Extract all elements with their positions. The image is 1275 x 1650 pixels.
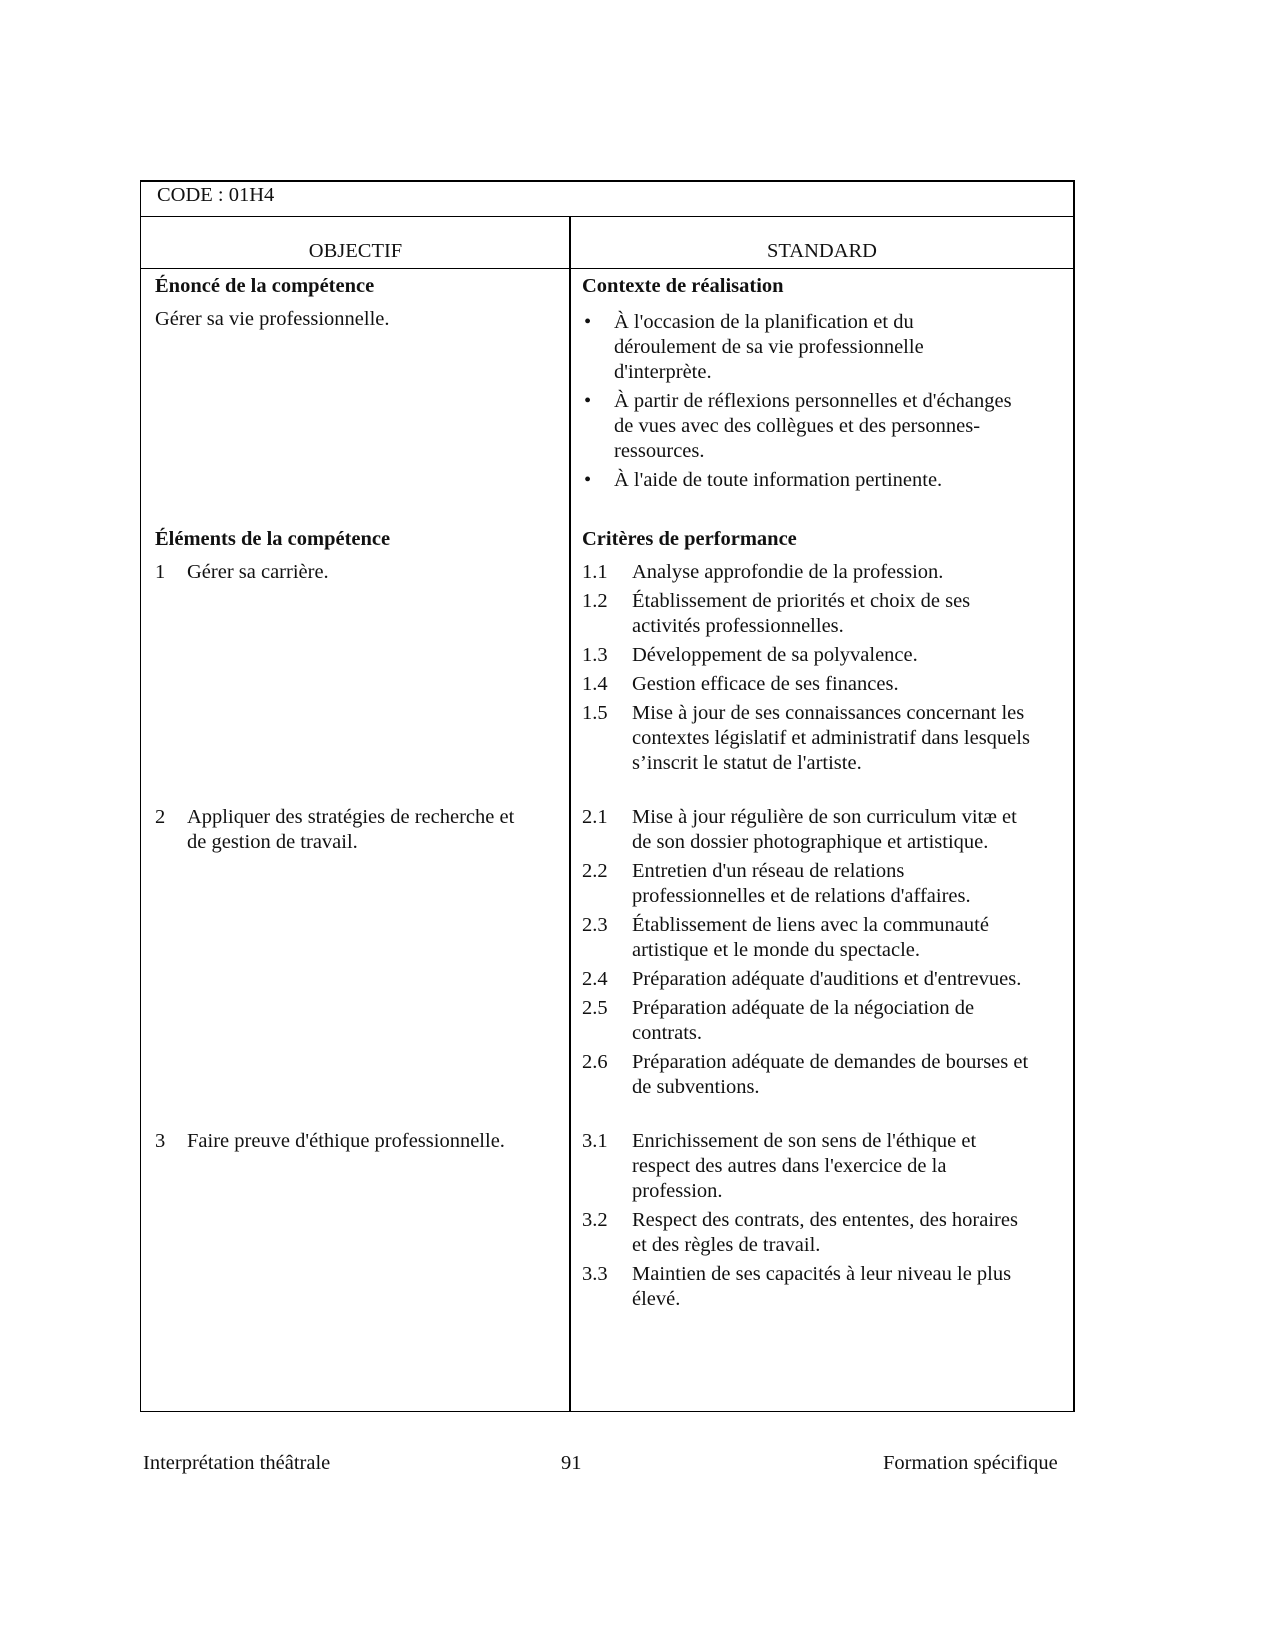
element-text: Faire preuve d'éthique professionnelle.: [187, 1130, 505, 1152]
criterion-text: Mise à jour régulière de son curriculum vitæ et de son dossier photographique et artistique.: [632, 806, 1017, 853]
element-text: Appliquer des stratégies de recherche et de gestion de travail.: [187, 806, 515, 853]
standard-header: STANDARD: [767, 240, 877, 262]
bullet-icon: •: [584, 390, 592, 412]
code-label: CODE : 01H4: [157, 184, 275, 206]
criterion-number: 2.5: [582, 997, 608, 1019]
criterion-text: Respect des contrats, des ententes, des horaires et des règles de travail.: [632, 1209, 1018, 1256]
criterion-text: Enrichissement de son sens de l'éthique et respect des autres dans l'exercice de la profession.: [632, 1130, 977, 1202]
enonce-title: Énoncé de la compétence: [155, 275, 375, 297]
element-number: 3: [155, 1130, 166, 1152]
criterion-text: Maintien de ses capacités à leur niveau le plus élevé.: [632, 1263, 1012, 1310]
criterion-text: Établissement de priorités et choix de ses activités professionnelles.: [632, 590, 971, 637]
element-number: 1: [155, 561, 166, 583]
criterion-number: 1.1: [582, 561, 608, 583]
enonce-text: Gérer sa vie professionnelle.: [155, 308, 390, 330]
criterion-text: Préparation adéquate de demandes de bourses et de subventions.: [632, 1051, 1029, 1098]
footer-page-number: 91: [561, 1452, 582, 1474]
table-border-right: [1073, 180, 1075, 1412]
table-border-top: [140, 180, 1075, 182]
criterion-text: Entretien d'un réseau de relations professionnelles et de relations d'affaires.: [632, 860, 971, 907]
column-divider: [569, 216, 571, 1412]
criterion-number: 2.3: [582, 914, 608, 936]
criterion-number: 1.5: [582, 702, 608, 724]
header-row-divider: [140, 268, 1075, 269]
criterion-number: 1.4: [582, 673, 608, 695]
criterion-number: 3.2: [582, 1209, 608, 1231]
criterion-text: Gestion efficace de ses finances.: [632, 673, 899, 695]
criterion-number: 1.2: [582, 590, 608, 612]
elements-title: Éléments de la compétence: [155, 528, 391, 550]
criterion-text: Développement de sa polyvalence.: [632, 644, 918, 666]
criterion-number: 2.2: [582, 860, 608, 882]
footer-left: Interprétation théâtrale: [143, 1452, 331, 1474]
objectif-header: OBJECTIF: [308, 240, 403, 262]
contexte-bullet-text: À l'occasion de la planification et du déroulement de sa vie professionnelle d'interprète.: [614, 311, 924, 383]
criterion-text: Mise à jour de ses connaissances concernant les contextes législatif et administratif dans lesquels s’inscrit le statut de l'artiste.: [632, 702, 1030, 774]
footer-right: Formation spécifique: [883, 1452, 1058, 1474]
contexte-bullet-text: À partir de réflexions personnelles et d'échanges de vues avec des collègues et des personnes- ressources.: [614, 390, 1012, 462]
contexte-title: Contexte de réalisation: [582, 275, 784, 297]
criterion-text: Préparation adéquate de la négociation de contrats.: [632, 997, 975, 1044]
criterion-text: Préparation adéquate d'auditions et d'entrevues.: [632, 968, 1022, 990]
contexte-bullet-text: À l'aide de toute information pertinente.: [614, 469, 943, 491]
criterion-number: 1.3: [582, 644, 608, 666]
criterion-number: 2.1: [582, 806, 608, 828]
bullet-icon: •: [584, 469, 592, 491]
bullet-icon: •: [584, 311, 592, 333]
criterion-number: 2.6: [582, 1051, 608, 1073]
criterion-text: Analyse approfondie de la profession.: [632, 561, 944, 583]
table-border-bottom: [140, 1411, 1075, 1412]
criterion-number: 3.3: [582, 1263, 608, 1285]
element-number: 2: [155, 806, 166, 828]
table-border-left: [140, 180, 141, 1412]
code-row-divider: [140, 216, 1075, 217]
criterion-text: Établissement de liens avec la communauté artistique et le monde du spectacle.: [632, 914, 989, 961]
criterion-number: 3.1: [582, 1130, 608, 1152]
criterion-number: 2.4: [582, 968, 608, 990]
criteres-title: Critères de performance: [582, 528, 797, 550]
element-text: Gérer sa carrière.: [187, 561, 329, 583]
